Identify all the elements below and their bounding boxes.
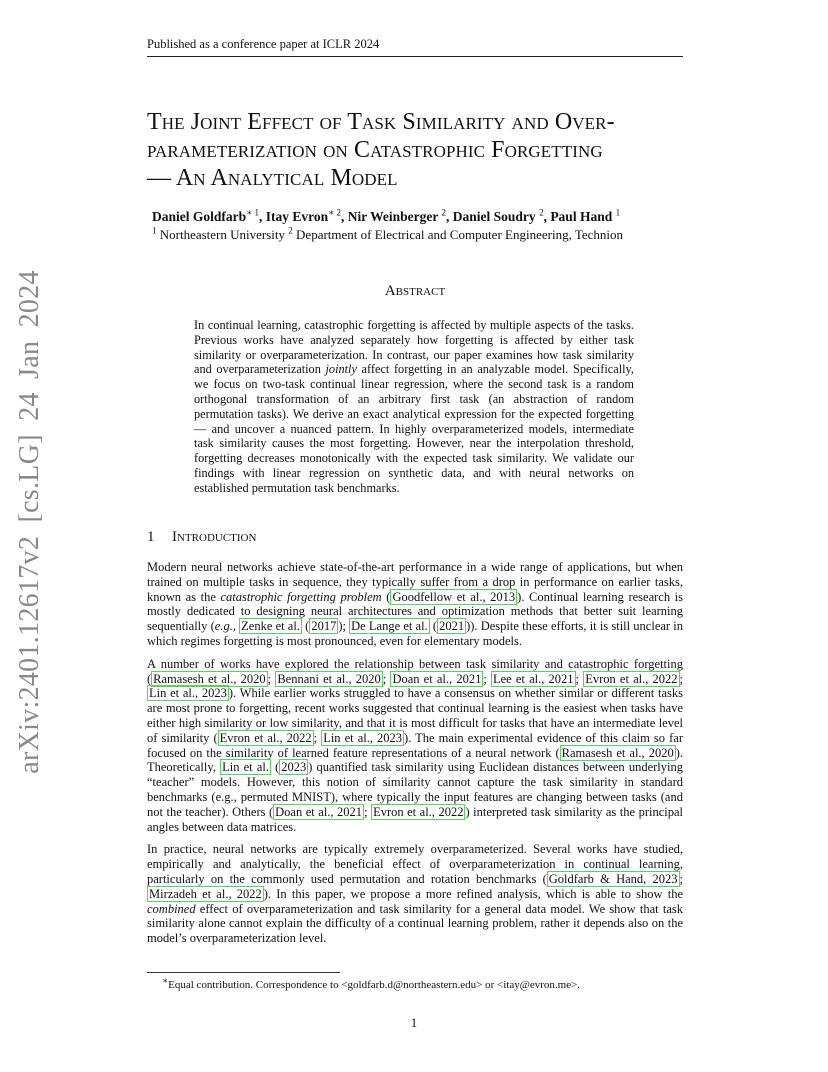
paragraph xyxy=(147,842,683,946)
arxiv-identifier-stamp xyxy=(13,256,47,788)
text: ; xyxy=(364,804,372,819)
emphasis: catastrophic forgetting problem xyxy=(220,589,382,604)
title-line-3: — An Analytical Model xyxy=(147,165,398,191)
emphasis: e.g., xyxy=(214,619,236,634)
affiliations xyxy=(152,227,692,243)
affiliation-text: Department of Electrical and Computer Engineering, Technion xyxy=(296,227,624,242)
author-list: Daniel Goldfarb$^{∗ 1}$, Itay Evron$^{∗ 2}$, Nir Weinberger $^2$, Daniel Soudry $^2$, Paul Hand $^1$ xyxy=(152,207,621,224)
text: ). While earlier works struggled to have a consensus on whether similar or different tasks are most prone to forgetting, recent works suggested that continual learning is the easiest when tasks have either high similarity or low similarity, and that it is most difficult for tasks that have an intermediate level of similarity ( xyxy=(147,686,683,745)
citation-link[interactable]: Bennani et al., 2020 xyxy=(277,671,381,686)
text: ). In this paper, we propose a more refined analysis, which is able to show the xyxy=(263,886,684,901)
footnote-mark: ∗ xyxy=(162,975,169,986)
citation-link[interactable]: Evron et al., 2022 xyxy=(585,671,678,686)
footnote xyxy=(162,975,581,992)
citation-link[interactable]: 2017 xyxy=(311,619,337,634)
text: ); xyxy=(338,619,350,634)
author-name: Itay Evron xyxy=(265,209,329,224)
abstract-text: In continual learning, catastrophic forgetting is affected by multiple aspects of the tasks. Previous works have analyzed separately how forgetting is affected by either task similarity or overparameterization. In contrast, our paper examines how task similarity and overparameterization xyxy=(194,318,634,377)
text: ). Continual learning research is mostly dedicated to designing neural architectures and optimization methods that better suit learning sequentially ( xyxy=(147,589,683,634)
text: ; xyxy=(679,671,684,686)
text: ; xyxy=(679,871,683,886)
affiliation-mark: 1 xyxy=(152,225,157,236)
author-mark: 2 xyxy=(539,207,544,218)
text: ( xyxy=(301,619,310,634)
citation-link[interactable]: Doan et al., 2021 xyxy=(392,671,482,686)
text: effect of overparameterization and task similarity for a general data model. We show that task similarity alone cannot explain the difficulty of a continual learning problem, rather it depends also on the model’s overparameterization level. xyxy=(147,901,683,946)
paragraph xyxy=(147,657,683,835)
citation-link[interactable]: Lin et al., 2023 xyxy=(149,686,227,701)
text: ; xyxy=(575,671,584,686)
author-mark: ∗ 1 xyxy=(246,207,260,218)
citation-link[interactable]: Mirzadeh et al., 2022 xyxy=(149,886,262,901)
arxiv-identifier-text: arXiv:2401.12617v2 [cs.LG] 24 Jan 2024 xyxy=(14,270,45,774)
abstract-emphasis: jointly xyxy=(325,362,357,377)
section-number: 1 xyxy=(147,529,155,545)
citation-link[interactable]: Evron et al., 2022 xyxy=(373,804,464,819)
text: ) quantified task similarity using Euclidean distances between underlying “teacher” models. However, this notion of similarity cannot capture the task similarity in standard benchmarks (e.g., permuted MNIST), where typically the input features are changing between tasks (and not the teacher). Others ( xyxy=(147,760,683,819)
citation-link[interactable]: Lin et al. xyxy=(222,760,269,775)
citation-link[interactable]: Ramasesh et al., 2020 xyxy=(561,745,674,760)
citation-link[interactable]: 2021 xyxy=(439,619,465,634)
author-name: Paul Hand xyxy=(550,209,613,224)
text: ). Theoretically, xyxy=(147,745,683,775)
text: ( xyxy=(270,760,280,775)
citation-link[interactable]: Lin et al., 2023 xyxy=(323,730,403,745)
text: )). Despite these efforts, it is still unclear in which regimes forgetting is most pronounced, even for elementary models. xyxy=(147,619,684,648)
text: Modern neural networks achieve state-of-the-art performance in a wide range of applications, but when trained on multiple tasks in sequence, they typically suffer from a drop in performance on earlier tasks, known as the xyxy=(147,560,683,604)
citation-link[interactable]: Zenke et al. xyxy=(241,619,300,634)
section-body xyxy=(147,560,683,954)
title-line-1: The Joint Effect of Task Similarity and Over- xyxy=(147,109,615,135)
citation-link[interactable]: 2023 xyxy=(281,760,307,775)
citation-link[interactable]: Goldfarb & Hand, 2023 xyxy=(548,871,678,886)
running-header: Published as a conference paper at ICLR 2024 xyxy=(147,36,683,57)
author-mark: 1 xyxy=(615,207,621,218)
text: ( xyxy=(381,589,391,604)
paragraph xyxy=(147,560,683,649)
author-mark: 2 xyxy=(441,207,447,218)
citation-link[interactable]: Evron et al., 2022 xyxy=(219,730,312,745)
abstract-text: affect forgetting in an analyzable model. Specifically, we focus on two-task continual linear regression, where the second task is a random orthogonal transformation of an arbitrary first task (an abstraction of random permutation tasks). We derive an exact analytical expression for the expected forgetting — and uncover a nuanced pattern. In highly overparameterized models, intermediate task similarity causes the most forgetting. However, near the interpolation threshold, forgetting decreases monotonically with the expected task similarity. We validate our findings with linear regression on synthetic data, and with neural networks on established permutation task benchmarks. xyxy=(194,362,634,495)
emphasis: combined xyxy=(147,901,196,916)
author-mark: ∗ 2 xyxy=(328,207,342,218)
text: ; xyxy=(313,730,322,745)
text: ) interpreted task similarity as the principal angles between data matrices. xyxy=(147,804,683,834)
citation-link[interactable]: Goodfellow et al., 2013 xyxy=(392,589,516,604)
citation-link[interactable]: Doan et al., 2021 xyxy=(275,804,363,819)
text: A number of works have explored the relationship between task similarity and catastrophic forgetting ( xyxy=(147,656,683,686)
text: ; xyxy=(483,671,491,686)
footnote-rule xyxy=(147,972,340,973)
footnote-text: Equal contribution. Correspondence to <goldfarb.d@northeastern.edu> or <itay@evron.me>. xyxy=(168,979,581,991)
affiliation-mark: 2 xyxy=(288,225,293,236)
abstract-body xyxy=(194,318,634,496)
section-heading xyxy=(147,528,256,546)
affiliation-text: Northeastern University xyxy=(159,227,286,242)
text: ( xyxy=(429,619,438,634)
text: ; xyxy=(267,671,276,686)
title-line-2: parameterization on Catastrophic Forgetting xyxy=(147,137,603,163)
citation-link[interactable]: Ramasesh et al., 2020 xyxy=(153,671,266,686)
citation-link[interactable]: Lee et al., 2021 xyxy=(492,671,574,686)
section-title: Introduction xyxy=(172,529,257,545)
page-number: 1 xyxy=(410,1016,418,1030)
text: In practice, neural networks are typically extremely overparameterized. Several works have studied, empirically and analytically, the beneficial effect of overparameterization in continual learning, particularly on the commonly used permutation and rotation benchmarks ( xyxy=(147,842,683,886)
author-name: Nir Weinberger xyxy=(347,209,439,224)
text: ; xyxy=(382,671,391,686)
abstract-heading: Abstract xyxy=(384,283,446,299)
citation-link[interactable]: De Lange et al. xyxy=(351,619,428,634)
author-name: Daniel Goldfarb xyxy=(152,209,247,224)
text: ). The main experimental evidence of this claim so far focused on the similarity of learned feature representations of a neural network ( xyxy=(147,730,683,760)
author-name: Daniel Soudry xyxy=(452,209,536,224)
paper-title xyxy=(147,108,687,192)
